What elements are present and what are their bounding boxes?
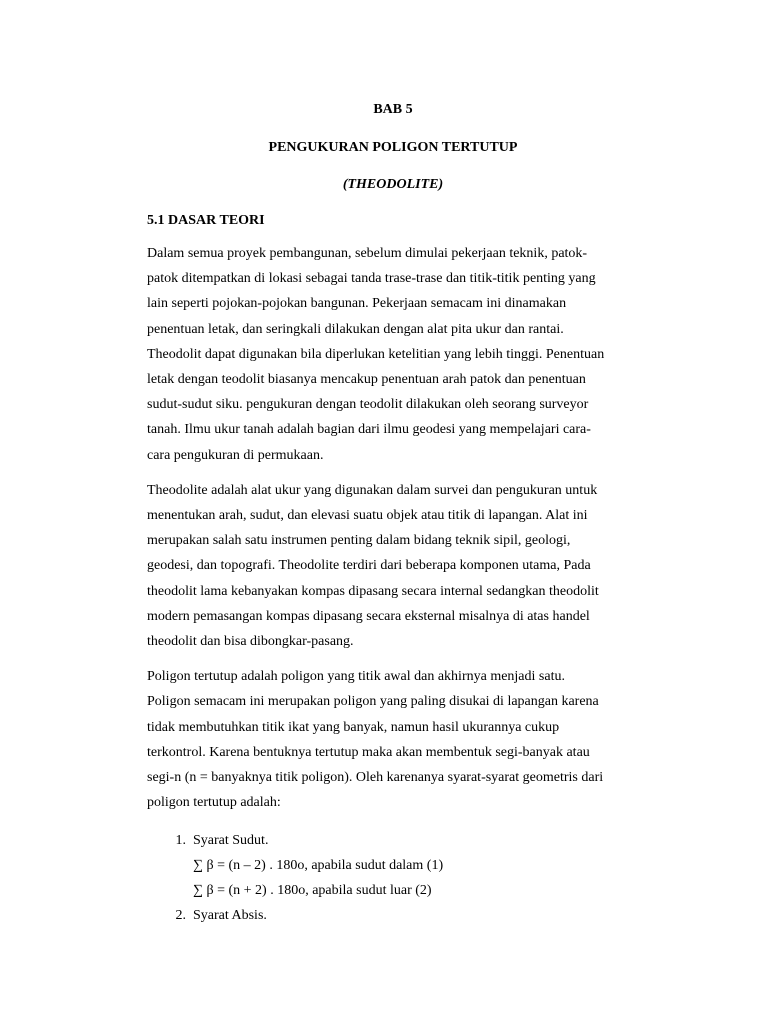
list-item-text: Syarat Absis. [193,908,267,924]
paragraph-line: theodolit lama kebanyakan kompas dipasang secara internal sedangkan theodolit [147,583,599,599]
paragraph-line: patok ditempatkan di lokasi sebagai tanda trase-trase dan titik-titik penting yang [147,271,596,287]
paragraph-intro [147,241,639,468]
paragraph-theodolite [147,478,639,654]
geometric-conditions-list [147,828,639,928]
paragraph-line: cara pengukuran di permukaan. [147,447,324,463]
paragraph-line: tidak membutuhkan titik ikat yang banyak, namun hasil ukurannya cukup [147,719,560,735]
chapter-subtitle: (THEODOLITE) [342,177,444,192]
paragraph-line: Poligon semacam ini merupakan poligon yang paling disukai di lapangan karena [147,694,599,710]
paragraph-line: sudut-sudut siku. pengukuran dengan teodolit dilakukan oleh seorang surveyor [147,397,589,413]
list-item [147,828,639,853]
paragraph-line: modern pemasangan kompas dipasang secara eksternal misalnya di atas handel [147,608,590,624]
paragraph-line: penentuan letak, dan seringkali dilakukan dengan alat pita ukur dan rantai. [147,321,564,337]
paragraph-line: Theodolit dapat digunakan bila diperlukan ketelitian yang lebih tinggi. Penentuan [147,346,605,362]
paragraph-line: tanah. Ilmu ukur tanah adalah bagian dari ilmu geodesi yang mempelajari cara- [147,422,591,438]
formula-outer-angle: ∑ β = (n + 2) . 180o, apabila sudut luar (2) [193,883,432,899]
chapter-title: PENGUKURAN POLIGON TERTUTUP [268,140,518,155]
paragraph-line: menentukan arah, sudut, dan elevasi suatu objek atau titik di lapangan. Alat ini [147,508,588,524]
paragraph-line: letak dengan teodolit biasanya mencakup penentuan arah patok dan penentuan [147,372,586,388]
list-item-text: Syarat Sudut. [193,833,269,849]
paragraph-line: Dalam semua proyek pembangunan, sebelum dimulai pekerjaan teknik, patok- [147,246,588,261]
paragraph-line: merupakan salah satu instrumen penting dalam bidang teknik sipil, geologi, [147,533,571,549]
paragraph-line: theodolit dan bisa dibongkar-pasang. [147,634,354,650]
paragraph-line: terkontrol. Karena bentuknya tertutup maka akan membentuk segi-banyak atau [147,744,590,760]
chapter-label: BAB 5 [373,102,413,117]
paragraph-line: poligon tertutup adalah: [147,795,281,811]
list-number: 2. [175,908,186,924]
paragraph-line: Poligon tertutup adalah poligon yang titik awal dan akhirnya menjadi satu. [147,669,565,685]
paragraph-line: lain seperti pojokan-pojokan bangunan. Pekerjaan semacam ini dinamakan [147,296,567,312]
list-item [147,903,639,928]
section-heading: 5.1 DASAR TEORI [147,213,265,228]
paragraph-line: geodesi, dan topografi. Theodolite terdiri dari beberapa komponen utama, Pada [147,558,591,574]
paragraph-line: Theodolite adalah alat ukur yang digunakan dalam survei dan pengukuran untuk [147,482,598,498]
list-number: 1. [175,833,186,849]
paragraph-line: segi-n (n = banyaknya titik poligon). Oleh karenanya syarat-syarat geometris dari [147,770,604,786]
document-page [147,100,639,928]
paragraph-poligon [147,664,639,815]
formula-inner-angle: ∑ β = (n – 2) . 180o, apabila sudut dalam (1) [193,858,444,874]
